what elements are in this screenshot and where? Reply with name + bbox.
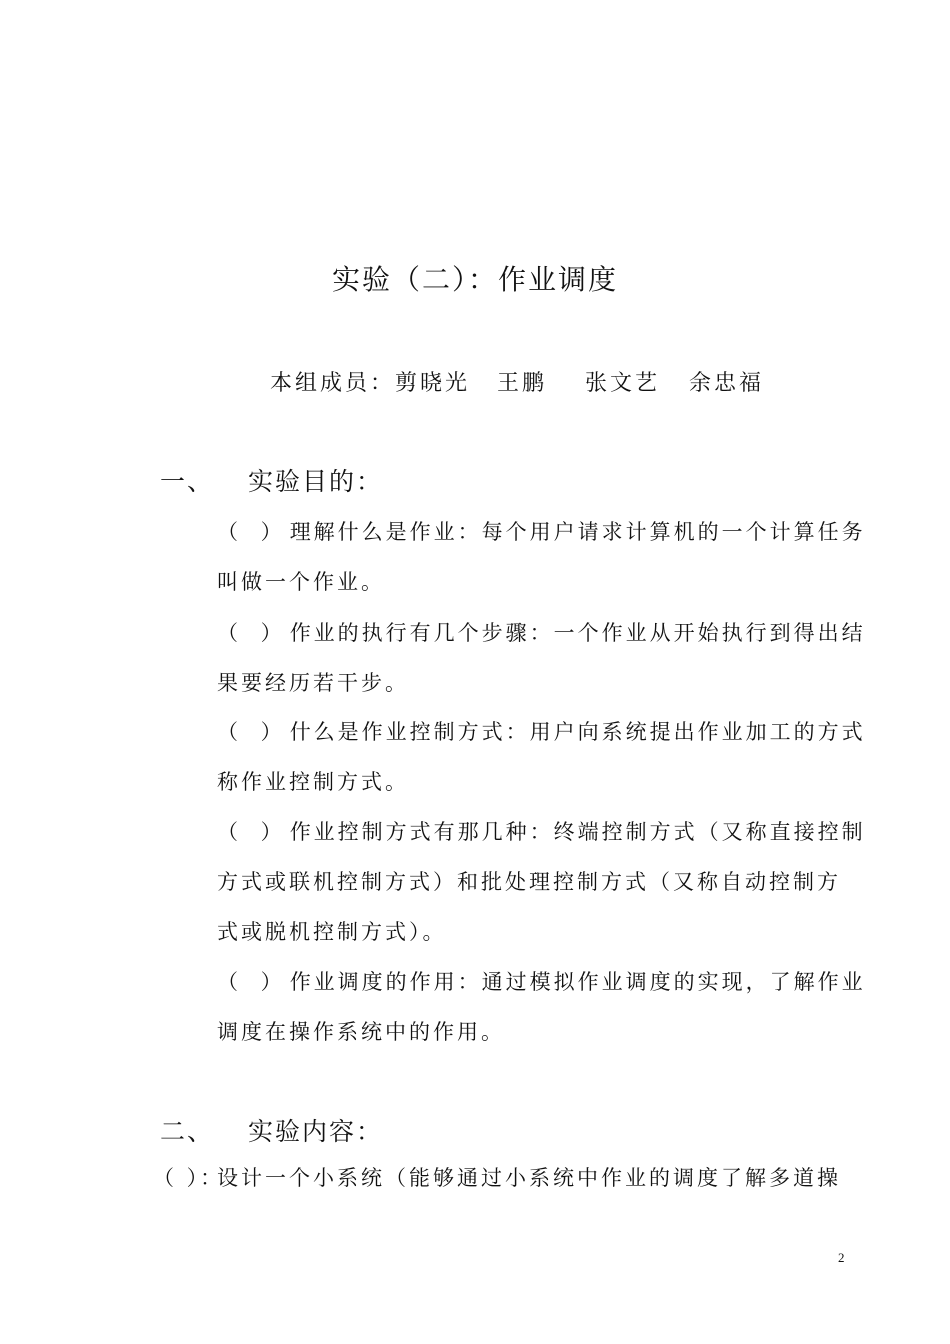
content-text: 设计一个小系统（能够通过小系统中作业的调度了解多道操 — [217, 1166, 841, 1190]
section-title: 实验目的： — [248, 467, 384, 496]
purpose-line: （ ）作业的执行有几个步骤：一个作业从开始执行到得出结 — [217, 621, 866, 645]
purpose-line: 调度在操作系统中的作用。 — [217, 1020, 505, 1044]
member-name: 余忠福 — [689, 371, 765, 396]
member-name: 张文艺 — [585, 371, 661, 396]
purpose-line: 式或脱机控制方式）。 — [217, 920, 447, 944]
member-name: 王鹏 — [497, 371, 548, 396]
purpose-line: 方式或联机控制方式）和批处理控制方式（又称自动控制方 — [217, 870, 841, 894]
purpose-line: （ ）作业控制方式有那几种：终端控制方式（又称直接控制 — [217, 820, 866, 844]
members-label: 本组成员： — [270, 371, 396, 396]
group-members — [270, 366, 764, 397]
member-name: 剪晓光 — [395, 371, 471, 396]
page-number: 2 — [838, 1250, 845, 1265]
item-paren: （ ） — [217, 520, 290, 544]
item-paren: （ ）： — [153, 1166, 225, 1190]
item-paren: （ ） — [217, 820, 290, 844]
item-paren: （ ） — [217, 621, 290, 645]
content-item — [153, 1162, 841, 1192]
purpose-line: 果要经历若干步。 — [217, 671, 409, 695]
section-number: 一、 — [160, 467, 215, 496]
purpose-line: （ ）理解什么是作业：每个用户请求计算机的一个计算任务 — [217, 520, 866, 544]
purpose-item — [217, 814, 867, 964]
purpose-line: 称作业控制方式。 — [217, 770, 409, 794]
purpose-line: （ ）什么是作业控制方式：用户向系统提出作业加工的方式 — [217, 720, 866, 744]
purpose-line: （ ）作业调度的作用：通过模拟作业调度的实现，了解作业 — [217, 970, 866, 994]
purpose-item — [217, 615, 867, 715]
purpose-item — [217, 964, 867, 1064]
section-title: 实验内容： — [248, 1117, 384, 1146]
section-number: 二、 — [160, 1117, 215, 1146]
purpose-line: 叫做一个作业。 — [217, 570, 385, 594]
section-heading-purpose — [160, 462, 383, 498]
item-paren: （ ） — [217, 720, 290, 744]
purpose-item — [217, 714, 867, 814]
page-title: 实验（二）：作业调度 — [331, 263, 618, 296]
section-heading-content — [160, 1112, 383, 1148]
item-paren: （ ） — [217, 970, 290, 994]
purpose-item — [217, 514, 867, 614]
